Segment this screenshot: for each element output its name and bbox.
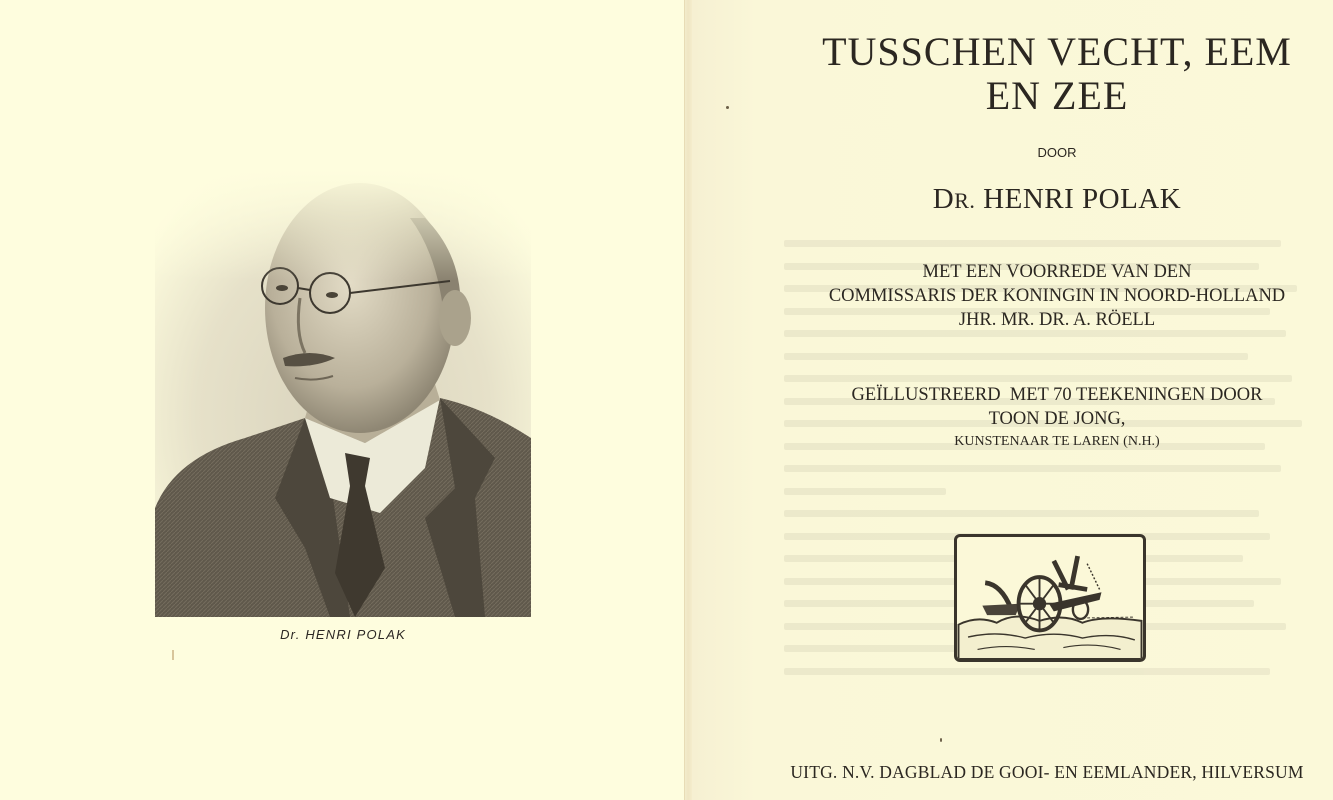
- margin-mark: [172, 650, 174, 660]
- foreword-credit: [787, 260, 1327, 332]
- illus-line-3: KUNSTENAAR TE LAREN (N.H.): [954, 434, 1160, 449]
- book-title: [787, 30, 1327, 118]
- illus-line-1: GEÏLLUSTREERD MET 70 TEEKENINGEN DOOR: [851, 385, 1263, 405]
- by-label: DOOR: [1037, 145, 1077, 160]
- author-name: DR. HENRI POLAK: [932, 183, 1182, 215]
- author-portrait: [155, 168, 531, 617]
- foreword-line-3: JHR. MR. DR. A. RÖELL: [958, 310, 1156, 330]
- portrait-image: [155, 168, 531, 617]
- illus-line-2: TOON DE JONG,: [988, 409, 1126, 429]
- plough-icon: [957, 537, 1143, 659]
- publisher-imprint: UITG. N.V. DAGBLAD DE GOOI- EN EEMLANDER, HILVERSUM: [790, 762, 1304, 782]
- title-line-1: TUSSCHEN VECHT, EEM: [822, 29, 1292, 74]
- foreword-line-1: MET EEN VOORREDE VAN DEN: [922, 262, 1192, 282]
- title-page: [692, 0, 1333, 800]
- title-line-2: EN ZEE: [985, 73, 1129, 118]
- plough-vignette: [954, 534, 1146, 662]
- ink-speck: [726, 106, 729, 109]
- foreword-line-2: COMMISSARIS DER KONINGIN IN NOORD-HOLLAND: [828, 286, 1286, 306]
- portrait-caption: Dr. HENRI POLAK: [280, 627, 406, 642]
- ink-speck: [940, 738, 942, 742]
- illustrator-credit: [787, 383, 1327, 453]
